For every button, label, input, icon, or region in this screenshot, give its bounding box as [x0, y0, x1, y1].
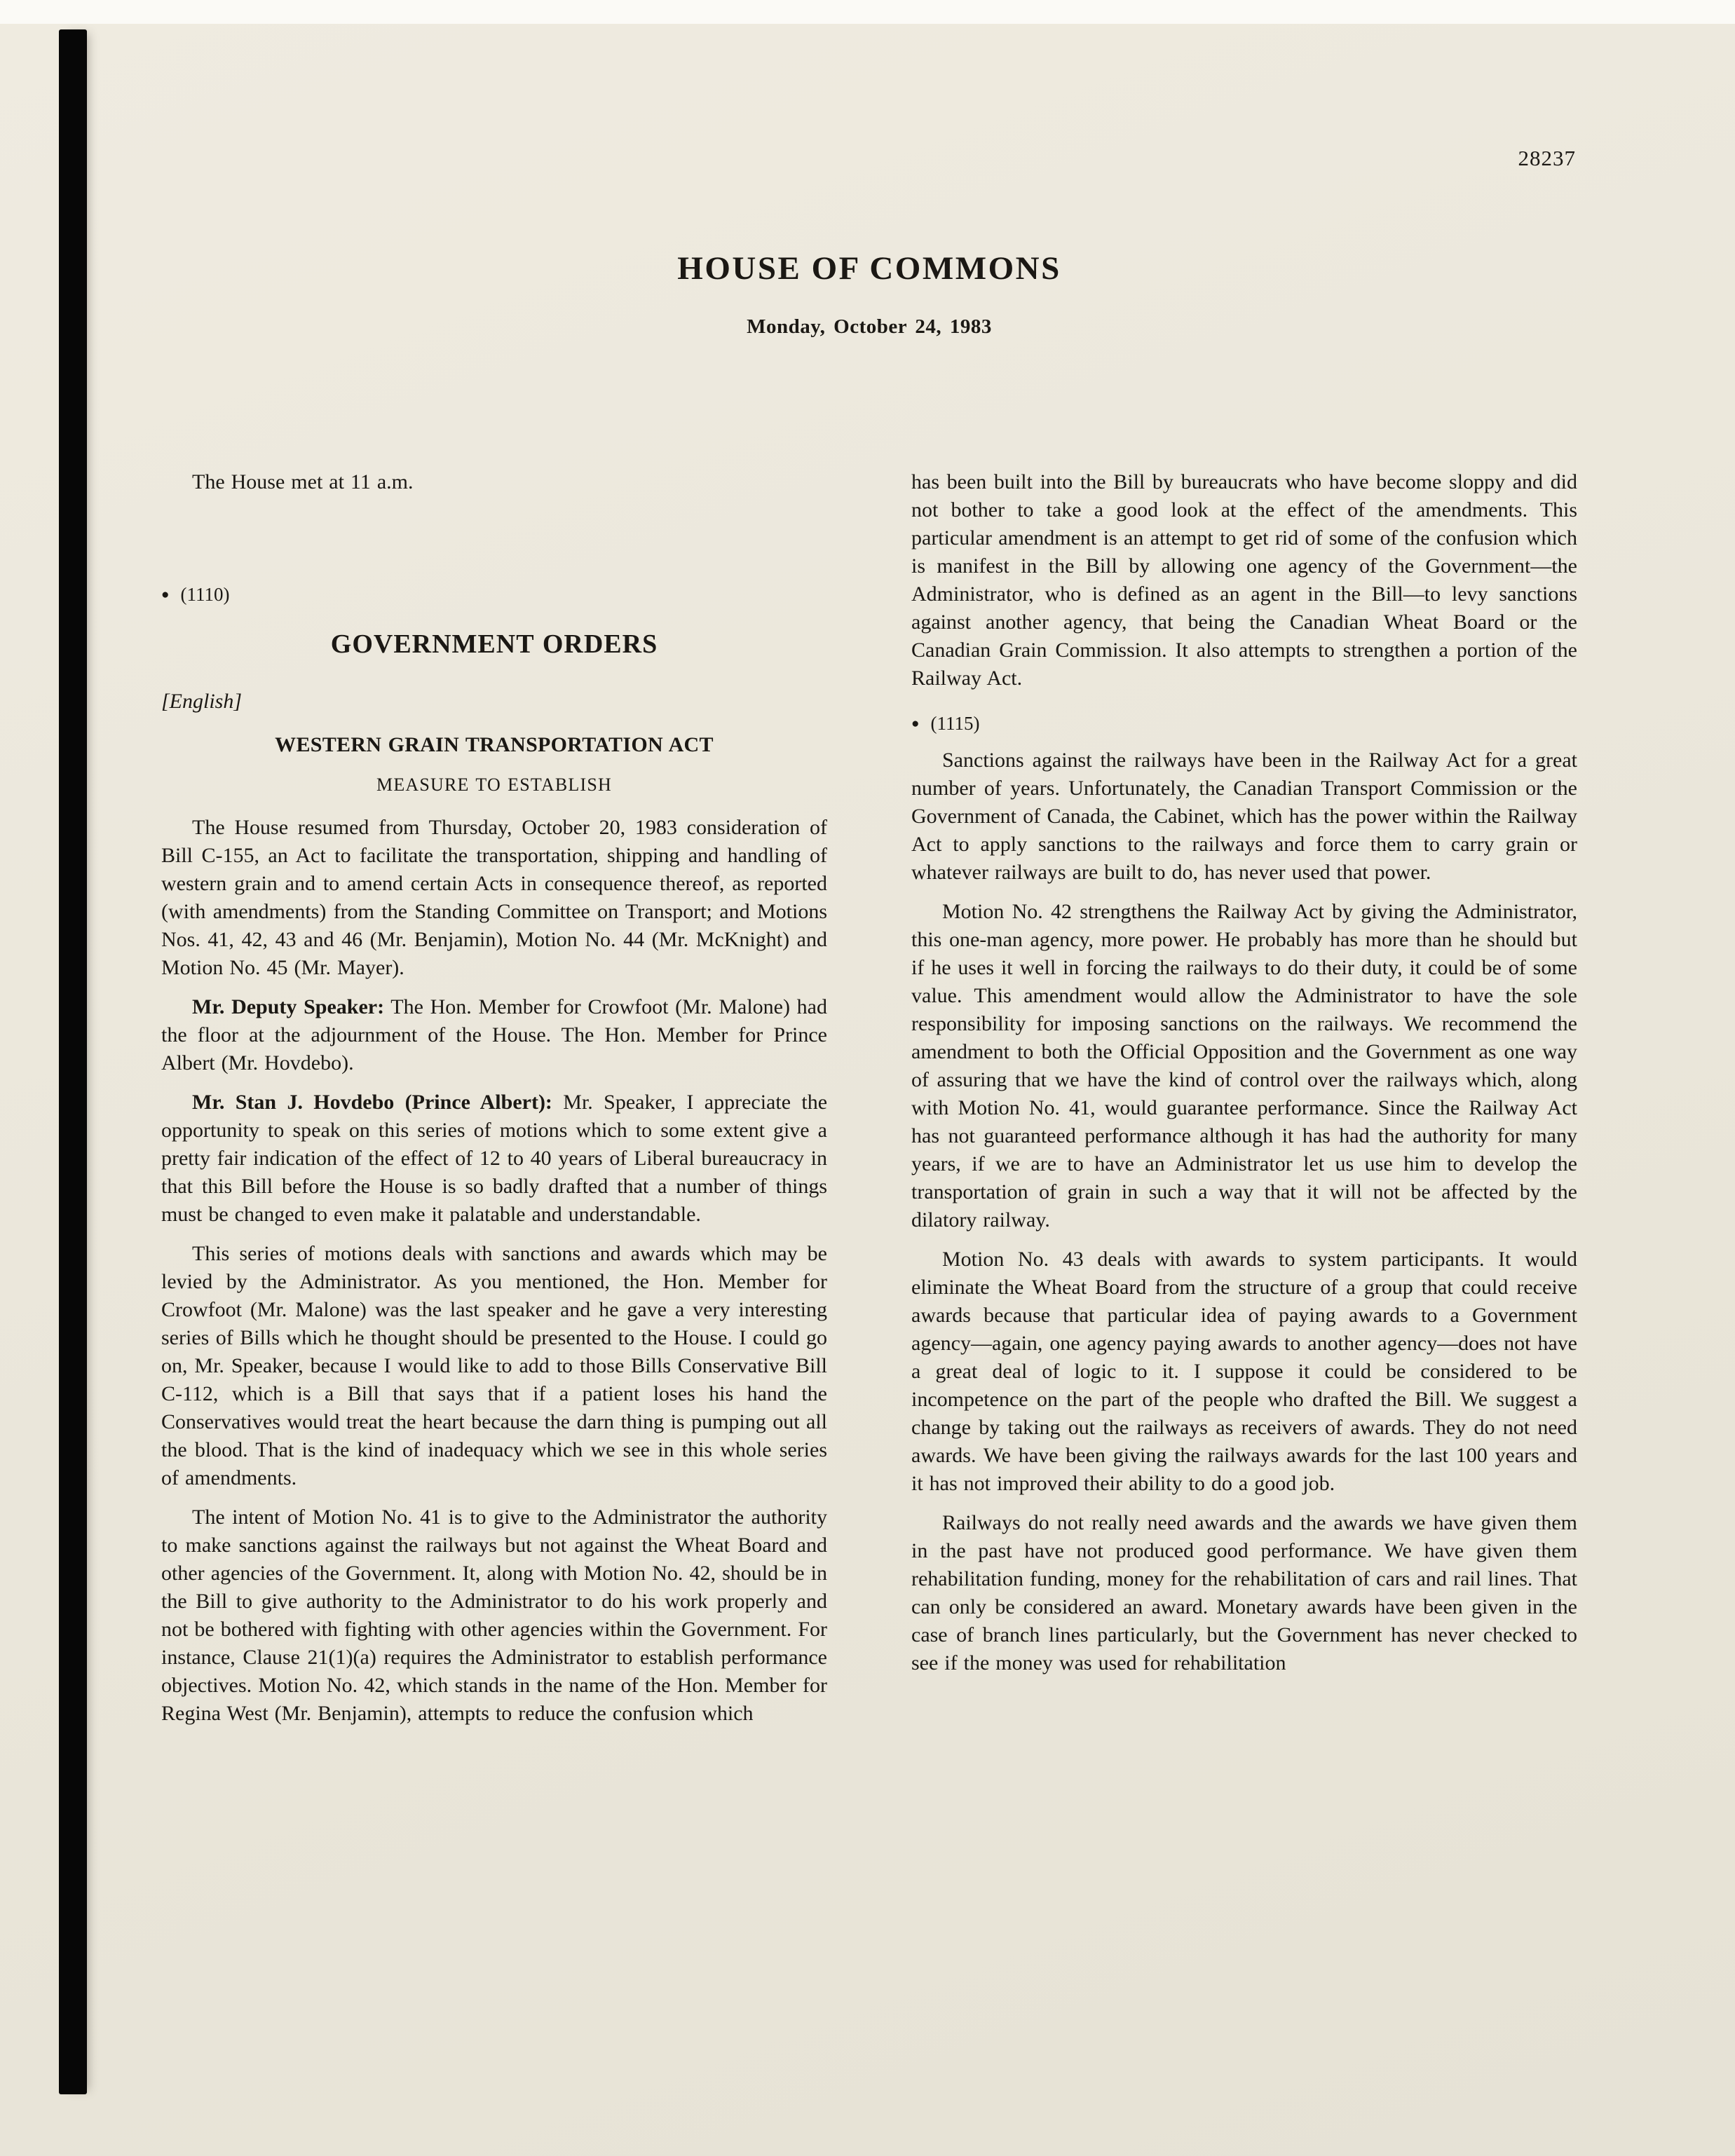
act-title-heading: WESTERN GRAIN TRANSPORTATION ACT [275, 733, 714, 756]
text-columns [161, 468, 1577, 1739]
speaker-name: Mr. Deputy Speaker: [192, 995, 385, 1018]
paragraph [161, 1089, 827, 1229]
page-content [161, 0, 1577, 2156]
paragraph: This series of motions deals with sanctions and awards which may be levied by the Administrator. As you mentioned, the Hon. Member for Crowfoot (Mr. Malone) was the last speaker and he gave a very interesting series of Bills which he thought should be presented to the House. I could go on, Mr. Speaker, because I would like to add to those Bills Conservative Bill C-112, which is a Bill that says that if a patient loses his hand the Conservatives would treat the heart because the darn thing is pumping out all the blood. That is the kind of inadequacy which we see in this whole series of amendments. [161, 1242, 827, 1489]
bullet-icon: ● [161, 587, 170, 602]
measure-subheading: MEASURE TO ESTABLISH [376, 775, 612, 795]
language-marker: [English] [161, 690, 243, 713]
page-header [161, 250, 1577, 339]
bullet-icon: ● [911, 716, 920, 731]
paragraph: Motion No. 42 strengthens the Railway Act by giving the Administrator, this one-man agency, more power. He probably has more than he should but if he uses it well in forcing the railways to do their duty, it could be of some value. This amendment would allow the Administrator to have the sole responsibility for imposing sanctions on the railways. We recommend the amendment to both the Official Opposition and the Government as one way of assuring that we have the kind of control over the railways which, along with Motion No. 41, would guarantee performance. Since the Railway Act has not guaranteed performance although it has had the authority for many years, if we are to have an Administrator let us use him to develop the transportation of grain in such a way that it will not be affected by the dilatory railway. [911, 900, 1577, 1231]
page-number: 28237 [1518, 146, 1576, 170]
paragraph: has been built into the Bill by bureaucrats who have become sloppy and did not bother to take a good look at the effect of the amendments. This particular amendment is an attempt to get rid of some of the confusion which is manifest in the Bill by allowing one agency of the Government—the Administrator, who is defined as an agent in the Bill—to levy sanctions against another agency, that being the Canadian Wheat Board or the Canadian Grain Commission. It also attempts to strengthen a portion of the Railway Act. [911, 470, 1577, 690]
paragraph-text: Mr. Speaker, I appreciate the opportunity to speak on this series of motions which to some extent give a pretty fair indication of the effect of 12 to 40 years of Liberal bureaucracy in that this Bill before the House is so badly drafted that a number of things must be changed to even make it palatable and understandable. [161, 1091, 828, 1226]
paragraph: Motion No. 43 deals with awards to system participants. It would eliminate the Wheat Board from the structure of a group that could receive awards because that particular idea of paying awards to a Government agency—again, one agency paying awards to another agency—does not have a great deal of logic to it. I suppose it could be considered to be incompetence on the part of the people who drafted the Bill. We suggest a change by taking out the railways as receivers of awards. They do not need awards. We have been giving the railways awards for the last 100 years and it has not improved their ability to do a good job. [911, 1248, 1577, 1495]
sitting-date: Monday, October 24, 1983 [747, 315, 992, 338]
page-title: HOUSE OF COMMONS [677, 250, 1061, 287]
paragraph: Railways do not really need awards and the awards we have given them in the past have not produced good performance. We have given them rehabilitation funding, money for the rehabilitation of cars and rail lines. That can only be considered an award. Monetary awards have been given in the case of branch lines particularly, but the Government has never checked to see if the money was used for rehabilitation [911, 1511, 1577, 1674]
timestamp-text: (1115) [930, 713, 980, 734]
left-column [161, 468, 827, 1739]
timestamp-text: (1110) [180, 584, 230, 605]
paragraph: The House resumed from Thursday, October 20, 1983 consideration of Bill C-155, an Act to facilitate the transportation, shipping and handling of western grain and to amend certain Acts in consequence thereof, as reported (with amendments) from the Standing Committee on Transport; and Motions Nos. 41, 42, 43 and 46 (Mr. Benjamin), Motion No. 44 (Mr. McKnight) and Motion No. 45 (Mr. Mayer). [161, 816, 827, 979]
speaker-name: Mr. Stan J. Hovdebo (Prince Albert): [192, 1091, 552, 1114]
paragraph: Sanctions against the railways have been in the Railway Act for a great number of years. Unfortunately, the Canadian Transport Commission or the Government of Canada, the Cabinet, which has the power within the Railway Act to apply sanctions to the railways and force them to carry grain or whatever railways are built to do, has never used that power. [911, 749, 1577, 884]
paragraph [161, 993, 827, 1077]
government-orders-heading: GOVERNMENT ORDERS [330, 629, 658, 659]
timestamp-marker [911, 711, 1577, 737]
paragraph: The House met at 11 a.m. [192, 470, 414, 493]
timestamp-marker [161, 582, 827, 608]
paragraph: The intent of Motion No. 41 is to give to the Administrator the authority to make sanctions against the railways but not against the Wheat Board and other agencies of the Government. It, along with Motion No. 42, should be in the Bill to give authority to the Administrator to do his work properly and not be bothered with fighting with other agencies within the Government. For instance, Clause 21(1)(a) requires the Administrator to establish performance objectives. Motion No. 42, which stands in the name of the Hon. Member for Regina West (Mr. Benjamin), attempts to reduce the confusion which [161, 1506, 827, 1725]
right-column [911, 468, 1577, 1739]
paragraph-text: The Hon. Member for Crowfoot (Mr. Malone) had the floor at the adjournment of the House. The Hon. Member for Prince Albert (Mr. Hovdebo). [161, 995, 827, 1074]
binding-strip [59, 29, 87, 2094]
